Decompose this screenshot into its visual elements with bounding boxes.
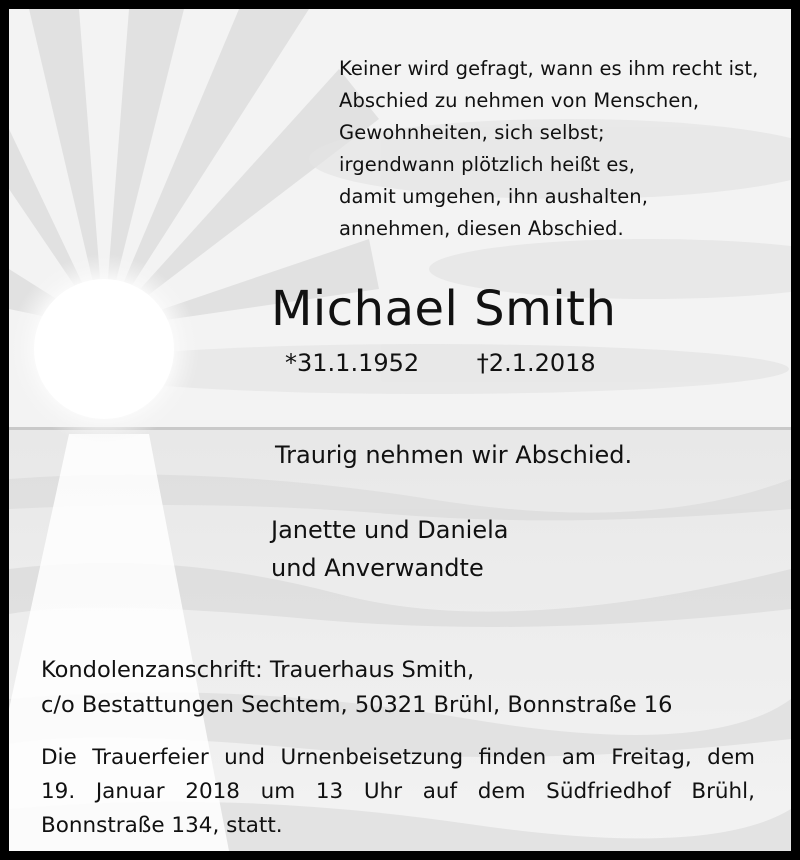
poem-line: Abschied zu nehmen von Menschen,	[339, 89, 700, 112]
poem-line: damit umgehen, ihn aushalten,	[339, 185, 649, 208]
deceased-name: Michael Smith	[271, 281, 617, 337]
poem-line: annehmen, diesen Abschied.	[339, 217, 624, 240]
condolence-address	[41, 653, 672, 723]
service-line: Die Trauerfeier und Urnenbeisetzung finden am Freitag, dem	[41, 745, 755, 770]
condolence-line: Kondolenzanschrift: Trauerhaus Smith,	[41, 657, 475, 683]
poem-line: Keiner wird gefragt, wann es ihm recht ist,	[339, 57, 759, 80]
poem-line: Gewohnheiten, sich selbst;	[339, 121, 605, 144]
poem	[339, 53, 758, 245]
life-dates	[285, 349, 596, 377]
family-line: und Anverwandte	[271, 554, 484, 582]
service-line: 19. Januar 2018 um 13 Uhr auf dem Südfriedhof Brühl,	[41, 779, 755, 804]
condolence-line: c/o Bestattungen Sechtem, 50321 Brühl, Bonnstraße 16	[41, 692, 673, 718]
family-line: Janette und Daniela	[271, 516, 509, 544]
mourning-statement: Traurig nehmen wir Abschied.	[275, 441, 633, 469]
family-signature	[271, 511, 508, 587]
funeral-service-info	[41, 741, 755, 843]
service-line: Bonnstraße 134, statt.	[41, 813, 283, 838]
birth-date: *31.1.1952	[285, 349, 420, 377]
poem-line: irgendwann plötzlich heißt es,	[339, 153, 635, 176]
death-date: †2.1.2018	[476, 349, 596, 377]
